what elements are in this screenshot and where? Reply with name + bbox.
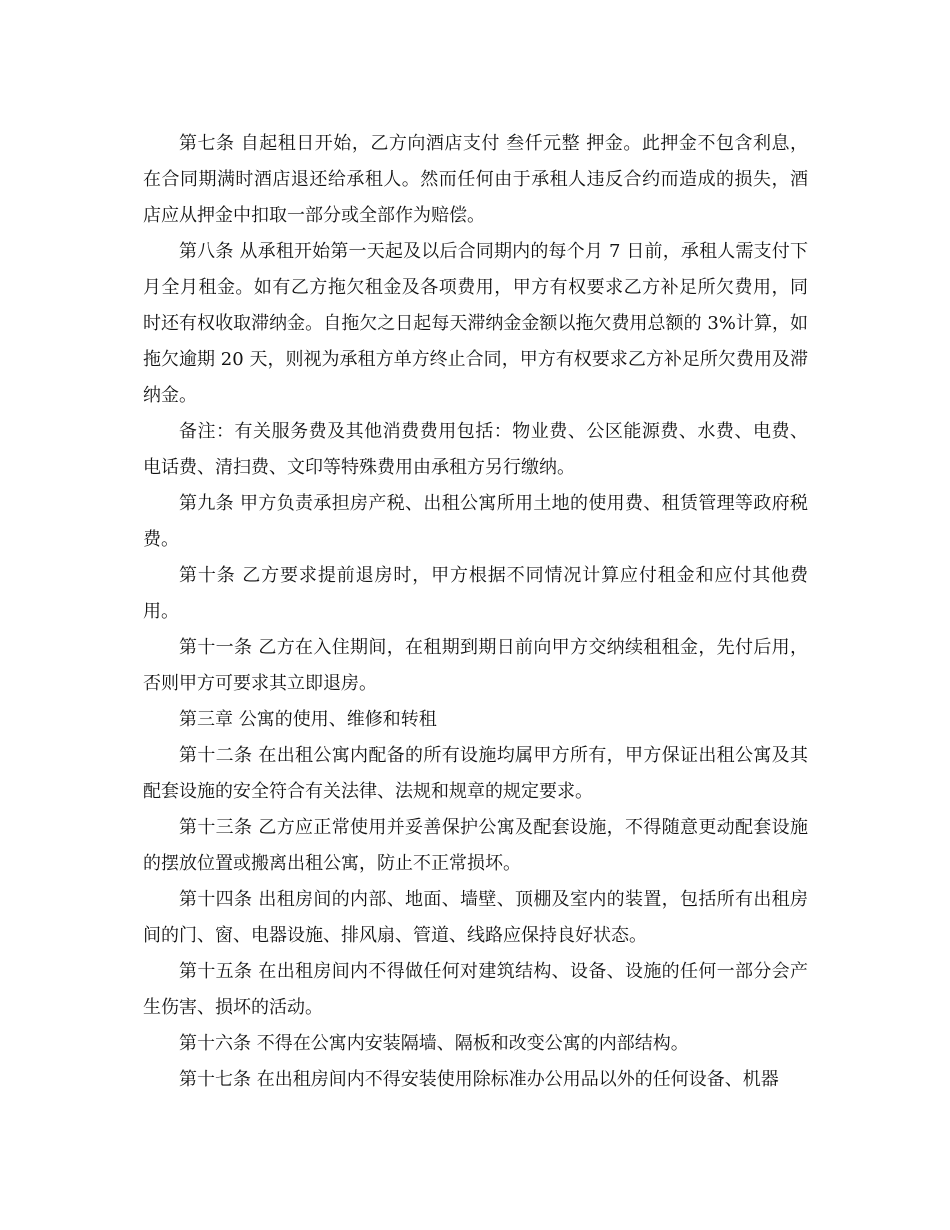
- article-16-paragraph: 第十六条 不得在公寓内安装隔墙、隔板和改变公寓的内部结构。: [179, 1033, 689, 1054]
- article-8-paragraph: 第八条 从承租开始第一天起及以后合同期内的每个月 7 日前，承租人需支付下月全月租金。如有乙方拖欠租金及各项费用，甲方有权要求乙方补足所欠费用，同时还有权收取滞纳金。自拖欠之日起每天滞纳金金额以拖欠费用总额的 3%计算，如拖欠逾期 20 天，则视为承租方单方终止合同，甲方有权要求乙方补足所欠费用及滞纳金。: [143, 241, 808, 406]
- article-17-paragraph: 第十七条 在出租房间内不得安装使用除标准办公用品以外的任何设备、机器: [179, 1069, 779, 1090]
- article-15-paragraph: 第十五条 在出租房间内不得做任何对建筑结构、设备、设施的任何一部分会产生伤害、损坏的活动。: [143, 961, 808, 1018]
- fee-note-paragraph: 备注：有关服务费及其他消费费用包括：物业费、公区能源费、水费、电费、电话费、清扫费、文印等特殊费用由承租方另行缴纳。: [143, 421, 808, 478]
- chapter-3-heading: 第三章 公寓的使用、维修和转租: [179, 709, 437, 730]
- article-9-paragraph: 第九条 甲方负责承担房产税、出租公寓所用土地的使用费、租赁管理等政府税费。: [143, 493, 808, 550]
- article-10-paragraph: 第十条 乙方要求提前退房时，甲方根据不同情况计算应付租金和应付其他费用。: [143, 565, 808, 622]
- article-14-paragraph: 第十四条 出租房间的内部、地面、墙壁、顶棚及室内的装置，包括所有出租房间的门、窗、电器设施、排风扇、管道、线路应保持良好状态。: [143, 889, 808, 946]
- document-body: [143, 126, 808, 1098]
- article-7-paragraph: 第七条 自起租日开始，乙方向酒店支付 叁仟元整 押金。此押金不包含利息，在合同期满时酒店退还给承租人。然而任何由于承租人违反合约而造成的损失，酒店应从押金中扣取一部分或全部作为赔偿。: [143, 133, 808, 226]
- article-12-paragraph: 第十二条 在出租公寓内配备的所有设施均属甲方所有，甲方保证出租公寓及其配套设施的安全符合有关法律、法规和规章的规定要求。: [143, 745, 808, 802]
- article-11-paragraph: 第十一条 乙方在入住期间，在租期到期日前向甲方交纳续租租金，先付后用，否则甲方可要求其立即退房。: [143, 637, 808, 694]
- article-13-paragraph: 第十三条 乙方应正常使用并妥善保护公寓及配套设施，不得随意更动配套设施的摆放位置或搬离出租公寓，防止不正常损坏。: [143, 817, 808, 874]
